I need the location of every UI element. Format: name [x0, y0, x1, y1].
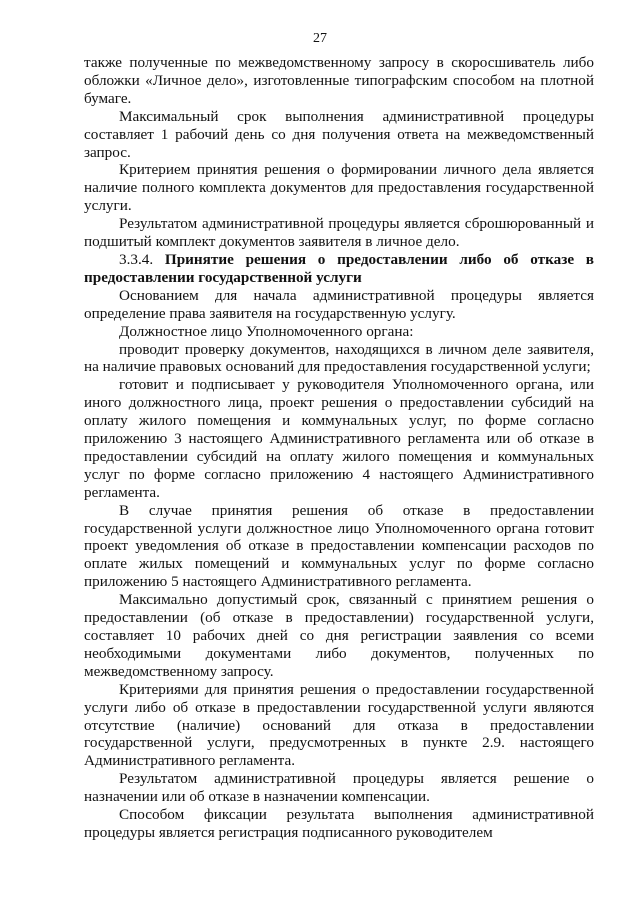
paragraph: Критериями для принятия решения о предоставлении государственной услуги либо об отказе в предоставлении государственной услуги являются отсутствие (наличие) оснований для отказа в предоставлении государственной услуги, предусмотренных в пункте 2.9. настоящего Административного регламента. [84, 680, 594, 770]
document-body [84, 54, 594, 842]
paragraph: готовит и подписывает у руководителя Уполномоченного органа, или иного должностного лица, проект решения о предоставлении субсидий на оплату жилого помещения и коммунальных услуг, по форме согласно приложению 3 настоящего Административного регламента или об отказе в предоставлении субсидий на оплату жилого помещения и коммунальных услуг по форме согласно приложению 4 настоящего Административного регламента. [84, 376, 594, 501]
paragraph: Максимально допустимый срок, связанный с принятием решения о предоставлении (об отказе в предоставлении) государственной услуги, составляет 10 рабочих дней со дня регистрации заявления со всеми необходимыми документами либо документов, полученных по межведомственному запросу. [84, 591, 594, 680]
paragraph: Результатом административной процедуры является сброшюрованный и подшитый комплект документов заявителя в личное дело. [84, 215, 594, 251]
paragraph: Способом фиксации результата выполнения административной процедуры является регистрация подписанного руководителем [84, 806, 594, 841]
paragraph: Результатом административной процедуры является решение о назначении или об отказе в назначении компенсации. [84, 770, 594, 806]
paragraph: также полученные по межведомственному запросу в скоросшиватель либо обложки «Личное дело», изготовленные типографским способом на плотной бумаге. [84, 54, 594, 107]
paragraph: В случае принятия решения об отказе в предоставлении государственной услуги должностное лицо Уполномоченного органа готовит проект уведомления об отказе в предоставлении компенсации расходов по оплате жилых помещений и коммунальных услуг по форме согласно приложению 5 настоящего Административного регламента. [84, 501, 594, 591]
page-number: 27 [313, 31, 327, 46]
paragraph: Критерием принятия решения о формировании личного дела является наличие полного комплекта документов для предоставления государственной услуги. [84, 161, 594, 215]
paragraph: проводит проверку документов, находящихся в личном деле заявителя, на наличие правовых оснований для предоставления государственной услуги; [84, 340, 594, 376]
paragraph: Основанием для начала административной процедуры является определение права заявителя на государственную услугу. [84, 286, 594, 322]
paragraph: Должностное лицо Уполномоченного органа: [119, 322, 414, 340]
section-heading-number: 3.3.4. [119, 250, 154, 268]
section-heading-title: Принятие решения о предоставлении либо об отказе в предоставлении государственной услуги [84, 250, 594, 286]
paragraph: Максимальный срок выполнения административной процедуры составляет 1 рабочий день со дня получения ответа на межведомственный запрос. [84, 107, 594, 161]
section-heading-paragraph [84, 251, 594, 287]
